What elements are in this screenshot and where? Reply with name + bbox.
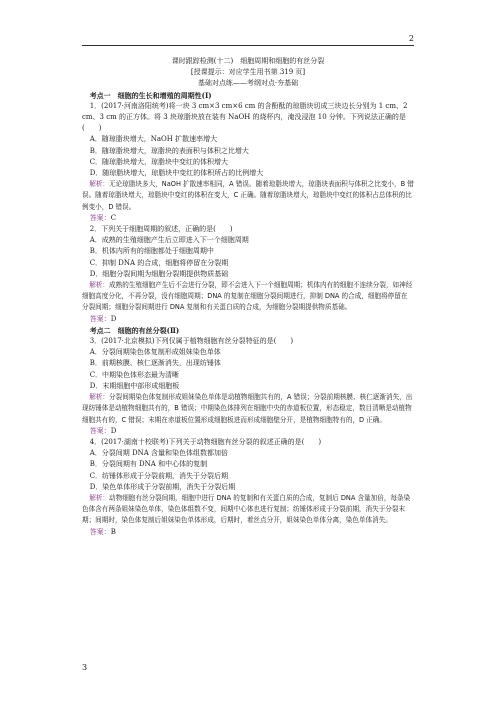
option-c: C．抑制 DNA 的合成，细胞将停留在分裂期 xyxy=(89,258,229,267)
answer xyxy=(82,527,414,538)
answer-label: 答案： xyxy=(89,426,111,435)
option-c: C．中期染色体形态最为清晰 xyxy=(89,370,180,379)
analysis-text: 无论琼脂块多大，NaOH 扩散速率相同，A 错误。随着琼脂块增大，琼脂块表面积与体积之比变小，B 错误。随着琼脂块增大，琼脂块中变红的体积在变大，C 正确。随着琼脂块增大，琼脂块中变红的体积占总体积的比例变小，D 错误。 xyxy=(82,180,414,211)
header-rule xyxy=(82,45,414,46)
option-d: D．末期细胞中部形成细胞板 xyxy=(89,381,180,390)
option-a: A．随琼脂块增大，NaOH 扩散速率增大 xyxy=(89,135,218,144)
answer xyxy=(82,314,414,325)
option-c: C．纺锤体形成于分裂前期，消失于分裂后期 xyxy=(89,471,229,480)
question-4 xyxy=(82,437,414,538)
doc-title: 课时跟踪检测(十二) 细胞周期和细胞的有丝分裂 xyxy=(171,57,325,65)
question-1 xyxy=(82,101,414,224)
option-a: A．分裂间期染色体复制形成姐妹染色单体 xyxy=(89,348,221,357)
answer xyxy=(82,213,414,224)
analysis-text: 成熟的生殖细胞产生后不会进行分裂，即不会进入下一个细胞周期；机体内有的细胞不连续分裂，如神经细胞高度分化，不再分裂，没有细胞周期；DNA 的复制在细胞分裂间期进行，抑制 DNA 的合成，细胞将停留在分裂间期；细胞分裂间期进行 DNA 复制和有关蛋白质的合成，为细胞分裂期提供物质基础。 xyxy=(82,281,413,312)
option-a: A．成熟的生殖细胞产生后立即进入下一个细胞周期 xyxy=(89,236,249,245)
question-stem: 2．下列关于细胞周期的叙述，正确的是( ) xyxy=(89,225,233,234)
analysis-text: 分裂间期染色体复制形成姐妹染色单体是动植物细胞共有的，A 错误；分裂前期核膜、核仁逐渐消失，出现纺锤体是动植物细胞共有的，B 错误；中期染色体排列在细胞中央的赤道板位置，形态稳定，数目清晰是动植物细胞共有的，C 错误；末期在赤道板位置形成细胞板进而形成细胞壁分开，是植物细胞特有的，D 正确。 xyxy=(82,393,413,424)
answer-value: B xyxy=(110,527,116,536)
page-number-top: 2 xyxy=(408,34,414,43)
question-stem: 3．(2017·北京模拟)下列仅属于植物细胞有丝分裂特征的是( ) xyxy=(89,337,294,346)
question-3 xyxy=(82,336,414,437)
question-stem: 4．(2017·湖南十校联考)下列关于动物细胞有丝分裂的叙述正确的是( ) xyxy=(89,437,322,446)
analysis xyxy=(82,179,414,213)
document-body xyxy=(82,56,414,538)
point-2-heading: 考点二 细胞的有丝分裂(Ⅱ) xyxy=(89,325,180,335)
option-b: B．前期核膜、核仁逐渐消失，出现纺锤体 xyxy=(89,359,221,368)
answer-value: D xyxy=(110,314,117,323)
option-b: B．机体内所有的细胞都处于细胞周期中 xyxy=(89,247,214,256)
option-d: D．染色单体形成于分裂前期，消失于分裂后期 xyxy=(89,482,236,491)
answer-label: 答案： xyxy=(89,527,111,536)
answer-label: 答案： xyxy=(89,314,111,323)
answer-value: C xyxy=(110,213,117,222)
point-1-heading: 考点一 细胞的生长和增殖的周期性(Ⅰ) xyxy=(89,90,212,100)
answer-value: D xyxy=(110,426,117,435)
answer-label: 答案： xyxy=(89,213,111,222)
answer xyxy=(82,426,414,437)
analysis-label: 解析： xyxy=(89,493,110,502)
question-2 xyxy=(82,224,414,325)
analysis xyxy=(82,392,414,426)
option-c: C．随琼脂块增大，琼脂块中变红的体积增大 xyxy=(89,157,229,166)
option-b: B．随琼脂块增大，琼脂块的表面积与体积之比增大 xyxy=(89,146,249,155)
analysis xyxy=(82,493,414,527)
textbook-hint: [授课提示：对应学生用书第 319 页] xyxy=(190,68,306,77)
analysis-label: 解析： xyxy=(89,281,110,290)
option-d: D．随琼脂块增大，琼脂块中变红的体积所占的比例增大 xyxy=(89,169,264,178)
analysis-text: 动物细胞有丝分裂间期，细胞中进行 DNA 的复制和有关蛋白质的合成，复制后 DNA 含量加倍，每条染色体含有两条姐妹染色单体，染色体组数不变，间期中心体也进行复制；纺锤体形成于分裂前期，消失于分裂末期；间期时，染色体复制后姐妹染色单体形成，后期时，着丝点分开，姐妹染色单体分离，染色单体消失。 xyxy=(82,493,411,525)
analysis xyxy=(82,280,414,314)
option-b: B．分裂间期有 DNA 和中心体的复制 xyxy=(89,460,208,469)
analysis-label: 解析： xyxy=(89,180,110,189)
page-number-bottom: 3 xyxy=(82,663,88,672)
analysis-label: 解析： xyxy=(89,393,110,402)
option-d: D．细胞分裂间期为细胞分裂期提供物质基础 xyxy=(89,269,229,278)
section-subtitle: 基础对点练——考纲对点·夯基础 xyxy=(197,79,299,88)
option-a: A．分裂间期 DNA 含量和染色体组数都加倍 xyxy=(89,449,228,458)
question-stem: 1．(2017·河南洛阳统考)将一块 3 cm×3 cm×6 cm 的含酚酞的琼脂块切成三块边长分别为 1 cm、2 cm、3 cm 的正方体。将 3 块琼脂块放在装有 NaOH 的烧杯内，淹没浸泡 10 分钟。下列说法正确的是( ) xyxy=(82,101,408,133)
